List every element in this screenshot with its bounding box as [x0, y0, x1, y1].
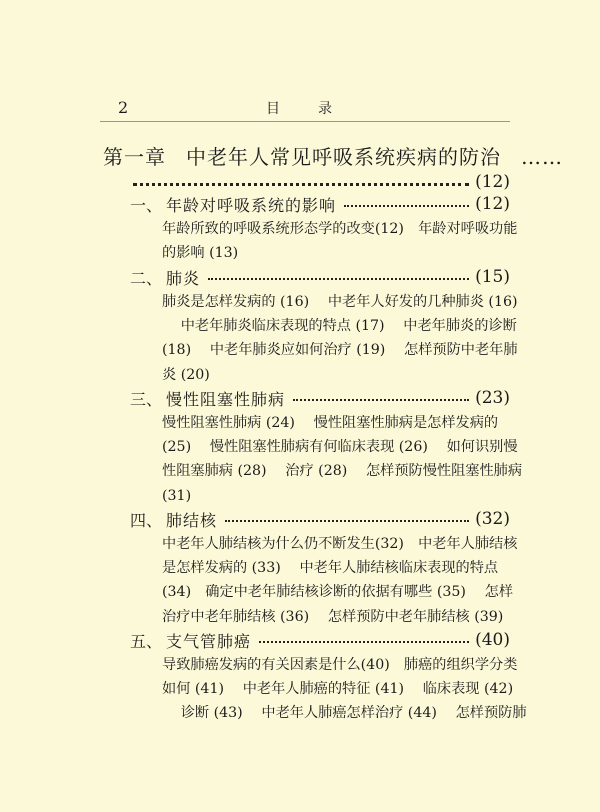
subtopic-line: 是怎样发病的 (33) 中老年人肺结核临床表现的特点	[162, 560, 499, 577]
dot-leader	[293, 399, 469, 401]
dot-leader	[225, 520, 469, 522]
section-number: 一、	[130, 195, 163, 215]
section-title: 慢性阻塞性肺病	[166, 389, 286, 409]
dot-leader	[208, 278, 469, 280]
dot-leader	[133, 183, 469, 186]
subtopic-line: 如何 (41) 中老年人肺癌的特征 (41) 临床表现 (42)	[162, 681, 514, 698]
subtopic-line: 治疗中老年肺结核 (36) 怎样预防中老年肺结核 (39)	[162, 608, 504, 625]
section-page-ref: (40)	[475, 630, 510, 650]
section-page-ref: (12)	[475, 194, 510, 214]
page-header	[100, 96, 510, 120]
section-subtopics	[162, 217, 518, 265]
toc-entry-row[interactable]	[130, 192, 510, 216]
running-head: 目 录	[266, 101, 344, 117]
toc-entry-row[interactable]	[130, 628, 510, 652]
subtopic-line: 性阻塞肺病 (28) 治疗 (28) 怎样预防慢性阻塞性肺病	[162, 463, 523, 480]
section-number: 三、	[130, 389, 163, 409]
section-number: 四、	[130, 510, 163, 530]
chapter-leader: ……	[521, 145, 563, 169]
section-number: 五、	[130, 631, 163, 651]
subtopic-line: 慢性阻塞性肺病 (24) 慢性阻塞性肺病是怎样发病的	[162, 415, 499, 431]
section-page-ref: (32)	[475, 509, 510, 529]
subtopic-line: 导致肺癌发病的有关因素是什么(40) 肺癌的组织学分类	[162, 657, 518, 673]
section-subtopics	[162, 411, 523, 508]
header-rule	[100, 121, 510, 122]
subtopic-line: 肺炎是怎样发病的 (16) 中老年人好发的几种肺炎 (16)	[162, 294, 518, 310]
subtopic-line: (18) 中老年肺炎应如何治疗 (19) 怎样预防中老年肺	[162, 342, 518, 359]
toc-entry-row[interactable]	[130, 265, 510, 289]
subtopic-line: 诊断 (43) 中老年人肺癌怎样治疗 (44) 怎样预防肺	[162, 705, 527, 722]
section-title: 肺结核	[166, 510, 218, 530]
chapter-label: 第一章	[103, 145, 166, 169]
section-subtopics	[162, 653, 527, 726]
subtopic-line: 年龄所致的呼吸系统形态学的改变(12) 年龄对呼吸功能	[162, 221, 518, 237]
chapter-page-line	[133, 170, 510, 194]
subtopic-line: 的影响 (13)	[162, 245, 239, 262]
section-number: 二、	[130, 268, 163, 288]
dot-leader	[344, 205, 469, 207]
chapter-title: 中老年人常见呼吸系统疾病的防治	[186, 145, 501, 169]
dot-leader	[259, 641, 469, 643]
subtopic-line: (31)	[162, 487, 192, 504]
section-page-ref: (23)	[475, 388, 510, 408]
chapter-heading	[103, 141, 563, 170]
section-title: 支气管肺癌	[166, 631, 252, 651]
page-number: 2	[118, 98, 129, 117]
toc-entry-row[interactable]	[130, 507, 510, 531]
section-title: 肺炎	[166, 268, 201, 288]
subtopic-line: (25) 慢性阻塞性肺病有何临床表现 (26) 如何识别慢	[162, 439, 518, 456]
subtopic-line: (34) 确定中老年肺结核诊断的依据有哪些 (35) 怎样	[162, 584, 514, 601]
chapter-page-ref: (12)	[475, 172, 510, 192]
subtopic-line: 中老年人肺结核为什么仍不断发生(32) 中老年人肺结核	[162, 536, 518, 552]
section-title: 年龄对呼吸系统的影响	[166, 195, 337, 215]
toc-entry-row[interactable]	[130, 386, 510, 410]
subtopic-line: 中老年肺炎临床表现的特点 (17) 中老年肺炎的诊断	[162, 318, 517, 335]
section-subtopics	[162, 532, 518, 629]
section-page-ref: (15)	[475, 267, 510, 287]
subtopic-line: 炎 (20)	[162, 366, 210, 383]
section-subtopics	[162, 290, 518, 387]
